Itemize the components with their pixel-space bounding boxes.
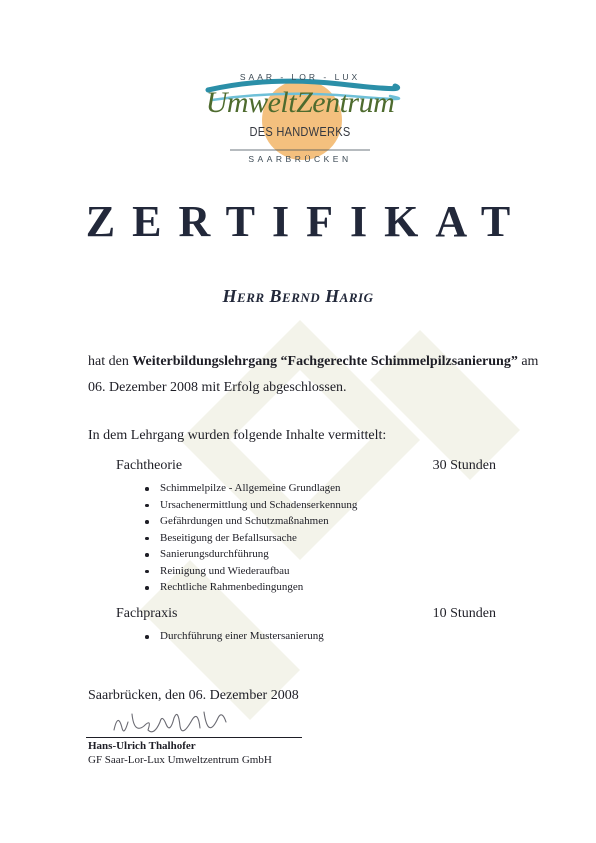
bullet-icon bbox=[145, 520, 149, 524]
list-item-text: Ursachenermittlung und Schadenserkennung bbox=[160, 498, 358, 511]
recipient-name: Herr Bernd Harig bbox=[222, 286, 374, 306]
fachtheorie-list bbox=[144, 480, 357, 596]
section-hours: 10 Stunden bbox=[432, 606, 496, 621]
section-name: Fachtheorie bbox=[116, 458, 183, 473]
list-item-text: Beseitigung der Befallsursache bbox=[160, 531, 297, 544]
list-item bbox=[144, 513, 357, 530]
certificate-title: ZERTIFIKAT bbox=[85, 197, 528, 246]
list-item-text: Schimmelpilze - Allgemeine Grundlagen bbox=[160, 482, 341, 494]
bullet-icon bbox=[145, 487, 149, 491]
place-date: Saarbrücken, den 06. Dezember 2008 bbox=[88, 688, 299, 703]
bullet-icon bbox=[145, 537, 149, 541]
list-item-text: Rechtliche Rahmenbedingungen bbox=[160, 581, 304, 593]
intro-before: hat den bbox=[88, 354, 133, 369]
list-item bbox=[144, 480, 357, 497]
list-item-text: Sanierungsdurchführung bbox=[160, 548, 269, 560]
signature-icon bbox=[108, 700, 238, 742]
logo-main-text: UmweltZentrum bbox=[205, 86, 395, 119]
logo-sub-text: DES HANDWERKS bbox=[249, 124, 351, 139]
bullet-icon bbox=[145, 553, 149, 557]
list-item bbox=[144, 497, 357, 514]
list-item-text: Reinigung und Wiederaufbau bbox=[160, 564, 290, 577]
intro-after: am bbox=[517, 354, 539, 369]
bullet-icon bbox=[145, 635, 149, 639]
bullet-icon bbox=[145, 586, 149, 590]
bullet-icon bbox=[145, 570, 149, 574]
signatory-role: GF Saar-Lor-Lux Umweltzentrum GmbH bbox=[88, 754, 272, 766]
list-item bbox=[144, 628, 324, 645]
list-item-text: Durchführung einer Mustersanierung bbox=[160, 630, 324, 642]
section-hours: 30 Stunden bbox=[432, 458, 496, 473]
list-item-text: Gefährdungen und Schutzmaßnahmen bbox=[160, 515, 329, 527]
intro-line-2: 06. Dezember 2008 mit Erfolg abgeschlossen. bbox=[88, 380, 347, 395]
list-item bbox=[144, 563, 357, 580]
logo bbox=[190, 60, 410, 175]
course-name: Weiterbildungslehrgang “Fachgerechte Schimmelpilzsanierung” bbox=[132, 354, 518, 369]
intro-line-1 bbox=[88, 354, 548, 370]
bullet-icon bbox=[145, 504, 149, 508]
logo-top-text: SAAR - LOR - LUX bbox=[239, 72, 361, 82]
logo-city-text: SAARBRÜCKEN bbox=[248, 154, 352, 164]
list-item bbox=[144, 530, 357, 547]
fachpraxis-list bbox=[144, 628, 324, 645]
list-item bbox=[144, 579, 357, 596]
contents-heading: In dem Lehrgang wurden folgende Inhalte vermittelt: bbox=[88, 428, 387, 443]
signature-line bbox=[86, 737, 302, 738]
list-item bbox=[144, 546, 357, 563]
section-name: Fachpraxis bbox=[116, 606, 178, 621]
signatory-name: Hans-Ulrich Thalhofer bbox=[88, 740, 196, 752]
